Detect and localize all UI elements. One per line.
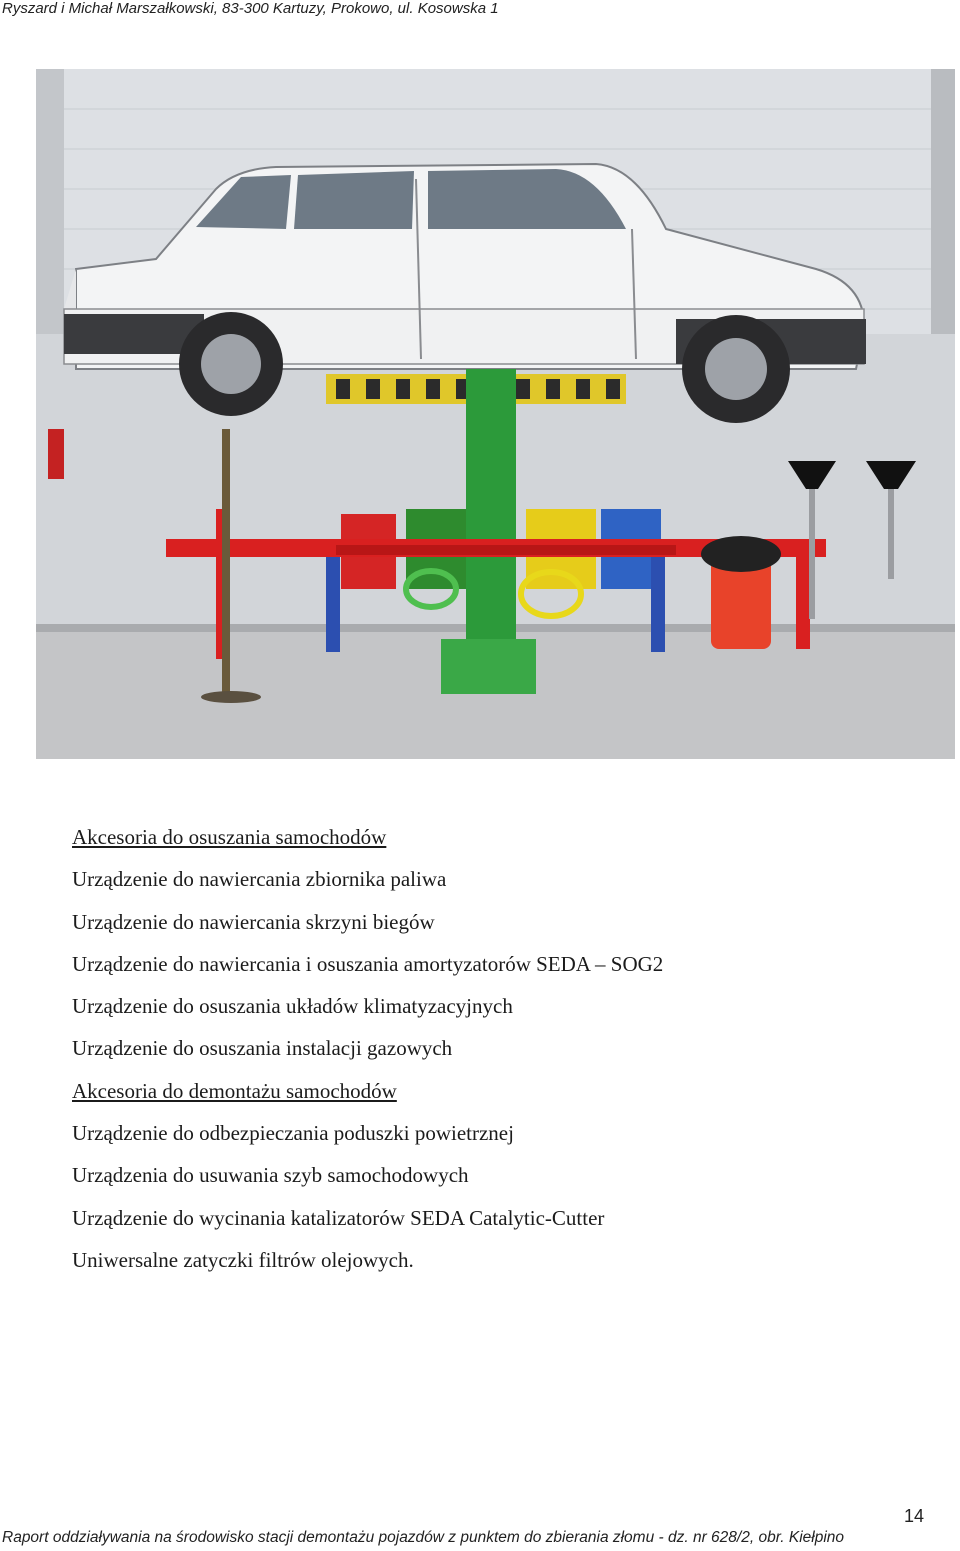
page-number: 14 — [903, 1506, 924, 1526]
list-item: Urządzenie do nawiercania zbiornika paliwa — [72, 867, 447, 892]
photo-car-on-lift — [36, 69, 955, 759]
list-item: Akcesoria do demontażu samochodów — [72, 1078, 397, 1103]
page-footer: Raport oddziaływania na środowisko stacji demontażu pojazdów z punktem do zbierania złomu - dz. nr 628/2, obr. Kiełpino — [2, 1529, 845, 1546]
list-item: Uniwersalne zatyczki filtrów olejowych. — [72, 1247, 414, 1272]
list-item: Urządzenie do nawiercania skrzyni biegów — [72, 909, 435, 934]
list-item: Urządzenie do osuszania układów klimatyzacyjnych — [72, 994, 513, 1019]
list-item: Urządzenie do nawiercania i osuszania amortyzatorów SEDA – SOG2 — [72, 951, 664, 976]
page-header: Ryszard i Michał Marszałkowski, 83-300 Kartuzy, Prokowo, ul. Kosowska 1 — [2, 0, 499, 17]
list-item: Urządzenie do osuszania instalacji gazowych — [72, 1036, 453, 1061]
list-item: Urządzenie do odbezpieczania poduszki powietrznej — [72, 1121, 514, 1146]
list-item: Urządzenia do usuwania szyb samochodowych — [72, 1163, 469, 1188]
equipment-list — [72, 816, 663, 1281]
list-item: Akcesoria do osuszania samochodów — [72, 825, 387, 849]
list-item: Urządzenie do wycinania katalizatorów SEDA Catalytic-Cutter — [72, 1205, 605, 1230]
